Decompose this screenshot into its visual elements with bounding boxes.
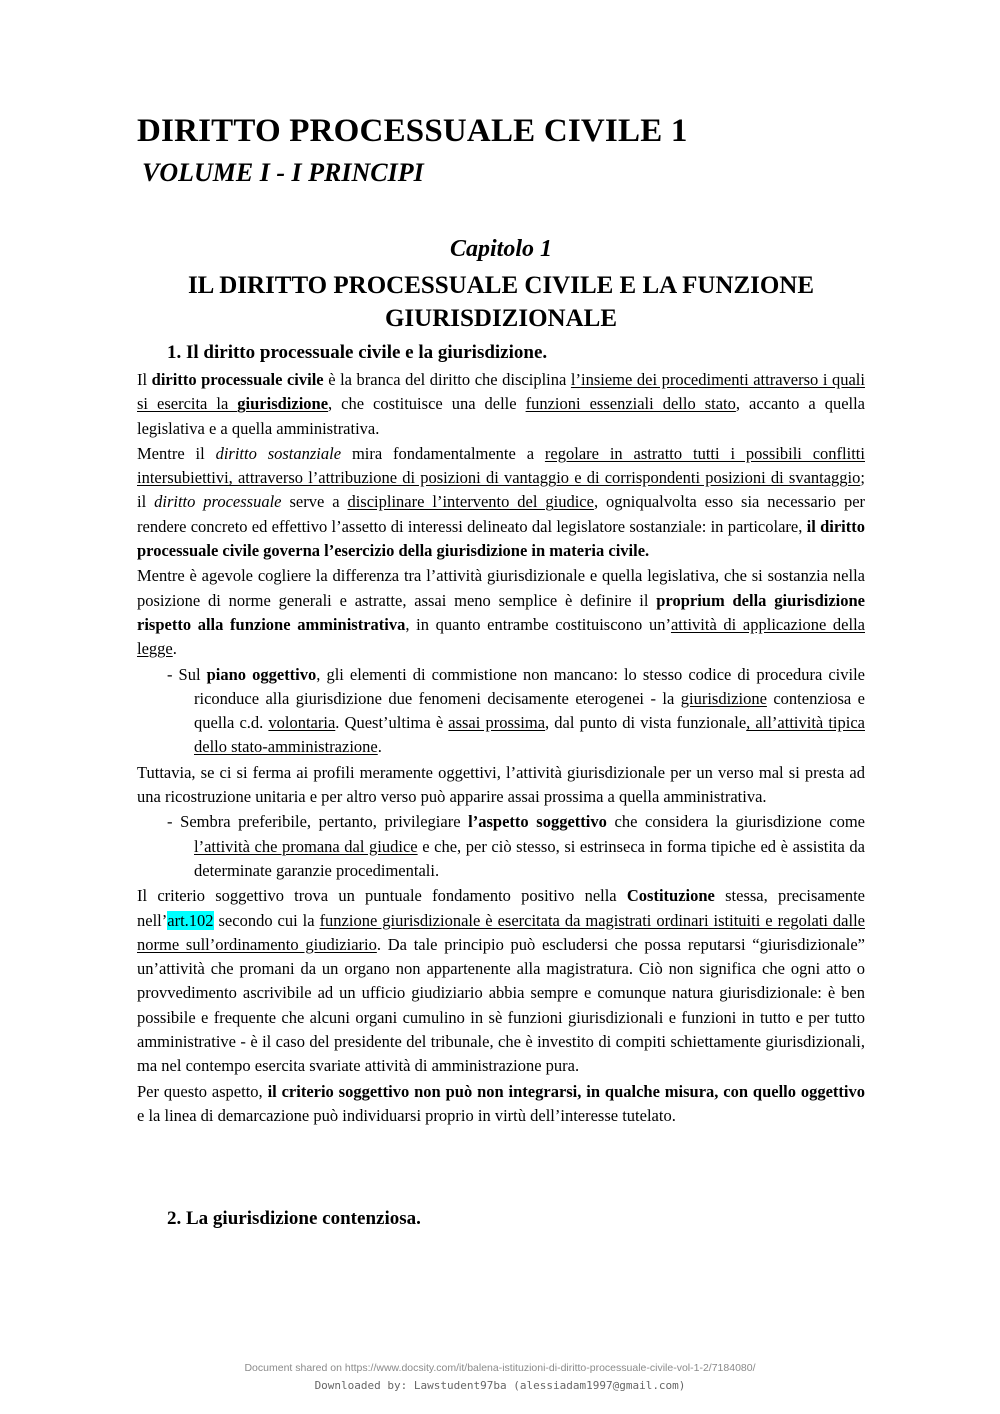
text-run: Mentre è agevole cogliere la differenza tra l’attività giurisdizionale e quella legislativa, che si sostanzia nella posizione di norme generali e astratte, assai meno semplice è definire il [137, 566, 865, 610]
list-item-1 [167, 663, 865, 760]
bold-phrase: proprium della giurisdizione rispetto alla funzione amministrativa [137, 590, 865, 634]
chapter-title: IL DIRITTO PROCESSUALE CIVILE E LA FUNZIONE GIURISDIZIONALE [187, 272, 815, 332]
underlined-phrase: assai prossima [448, 713, 546, 733]
highlighted-article-reference: art.102 [167, 910, 214, 930]
bold-term: diritto processuale civile [151, 370, 324, 389]
paragraph-3 [137, 564, 865, 661]
footer-downloaded-by: Downloaded by: Lawstudent97ba (alessiadam1997@gmail.com) [314, 1379, 686, 1392]
footer-shared-link[interactable]: Document shared on https://www.docsity.com/it/balena-istituzioni-di-diritto-processuale-civile-vol-1-2/7184080/ [244, 1362, 756, 1374]
text-run: che considera la giurisdizione come [606, 812, 865, 832]
paragraph-1 [137, 368, 865, 441]
text-run: Il criterio soggettivo trova un puntuale fondamento positivo nella [137, 886, 627, 906]
section-heading-1: 1. Il diritto processuale civile e la giurisdizione. [167, 342, 548, 363]
text-run: secondo cui la [213, 910, 320, 930]
text-run: - Sembra preferibile, pertanto, privilegiare [167, 812, 469, 832]
bold-phrase: il criterio soggettivo non può non integrarsi, in qualche misura, con quello oggettivo [267, 1081, 866, 1101]
underlined-phrase: attività di applicazione della legge [137, 614, 865, 659]
text-run: ; il [137, 468, 865, 512]
document-subtitle: VOLUME I - I PRINCIPI [142, 158, 424, 187]
paragraph-6 [137, 1080, 865, 1129]
text-run: , che costituisce una delle [328, 394, 526, 414]
document-title: DIRITTO PROCESSUALE CIVILE 1 [137, 113, 688, 149]
italic-term: diritto processuale [154, 492, 282, 512]
text-run: serve a [281, 492, 348, 512]
bold-term: Costituzione [626, 886, 715, 906]
text-run: stessa, precisamente nell’ [137, 886, 866, 930]
bold-phrase: il diritto processuale civile governa l’esercizio della giurisdizione in materia civile. [137, 516, 865, 561]
text-run: . [377, 737, 382, 757]
chapter-number: Capitolo 1 [449, 236, 552, 262]
bold-term: giurisdizione [237, 394, 329, 414]
text-run: , dal punto di vista funzionale [545, 713, 747, 733]
paragraph-2 [137, 442, 865, 563]
text-run: , ogniqualvolta esso sia necessario per rendere concreto ed effettivo l’assetto di interessi delineato dal legislatore sostanziale: in particolare, [137, 492, 866, 536]
bold-term: l’aspetto soggettivo [468, 812, 607, 832]
text-run: , accanto a quella legislativa e a quella amministrativa. [137, 394, 866, 438]
text-run: Tuttavia, se ci si ferma ai profili meramente oggettivi, l’attività giurisdizionale per un verso mal si presta ad una ricostruzione unitaria e per altro verso può apparire assai prossima a quella amministrativa. [137, 762, 865, 807]
underlined-phrase: , all’attività tipica dello stato-amministrazione [194, 713, 865, 757]
text-run: . Quest’ultima è [335, 713, 449, 733]
paragraph-5 [137, 884, 865, 1078]
text-run: - Sul [167, 664, 207, 684]
text-run: Per questo aspetto, [137, 1081, 268, 1101]
text-run: e la linea di demarcazione può individuarsi proprio in virtù dell’interesse tutelato. [137, 1105, 676, 1125]
text-run: , gli elementi di commistione non mancano: lo stesso codice di procedura civile riconduce alla giurisdizione due fenomeni decisamente eterogenei - la [194, 664, 865, 708]
underlined-phrase: l’attività che promana dal giudice [194, 836, 418, 856]
text-run: . [172, 639, 177, 659]
section-heading-2: 2. La giurisdizione contenziosa. [167, 1208, 421, 1229]
text-run: contenziosa e quella c.d. [194, 688, 865, 733]
underlined-phrase: funzione giurisdizionale è esercitata da magistrati ordinari istituiti e regolati dalle norme sull’ordinamento giudiziario [137, 910, 865, 954]
underlined-phrase: volontaria [268, 713, 336, 733]
paragraph-4 [137, 761, 865, 810]
body-text [137, 368, 865, 1129]
text-run: . Da tale principio può escludersi che possa reputarsi “giurisdizionale” un’attività che promani da un organo non appartenente alla magistratura. Ciò non significa che ogni atto o provvedimento ascrivibile ad un ufficio giudiziario abbia sempre e comunque natura giurisdizionale: è ben possibile e frequente che alcuni organi cumulino in sè funzioni giurisdizionali e funzioni in tutto e per tutto amministrative - è il caso del presidente del tribunale, che è investito di compiti schiettamente giurisdizionali, ma nel contempo esercita svariate attività di amministrazione pura. [137, 934, 865, 1076]
text-run: l’insieme dei procedimenti attraverso i quali si esercita la [137, 370, 865, 414]
italic-term: diritto sostanziale [215, 443, 342, 463]
text-run: è la branca del diritto che disciplina [323, 370, 571, 389]
list-item-2 [167, 810, 865, 883]
text-run: Il [137, 370, 152, 389]
text-run: , in quanto entrambe costituiscono un’ [405, 614, 671, 634]
text-run: mira fondamentalmente a [341, 443, 545, 463]
underlined-phrase: funzioni essenziali dello stato [525, 394, 736, 414]
bold-term: piano oggettivo [206, 664, 317, 684]
underlined-phrase: giurisdizione [680, 688, 767, 708]
text-run: e che, per ciò stesso, si estrinseca in forma tipiche ed è assistita da determinate garanzie procedimentali. [194, 836, 865, 880]
text-run: Mentre il [137, 443, 216, 463]
underlined-phrase: disciplinare l’intervento del giudice [347, 492, 594, 512]
underlined-phrase: regolare in astratto tutti i possibili conflitti intersubiettivi, attraverso l’attribuzione di posizioni di vantaggio e di corrispondenti posizioni di svantaggio [137, 443, 865, 488]
